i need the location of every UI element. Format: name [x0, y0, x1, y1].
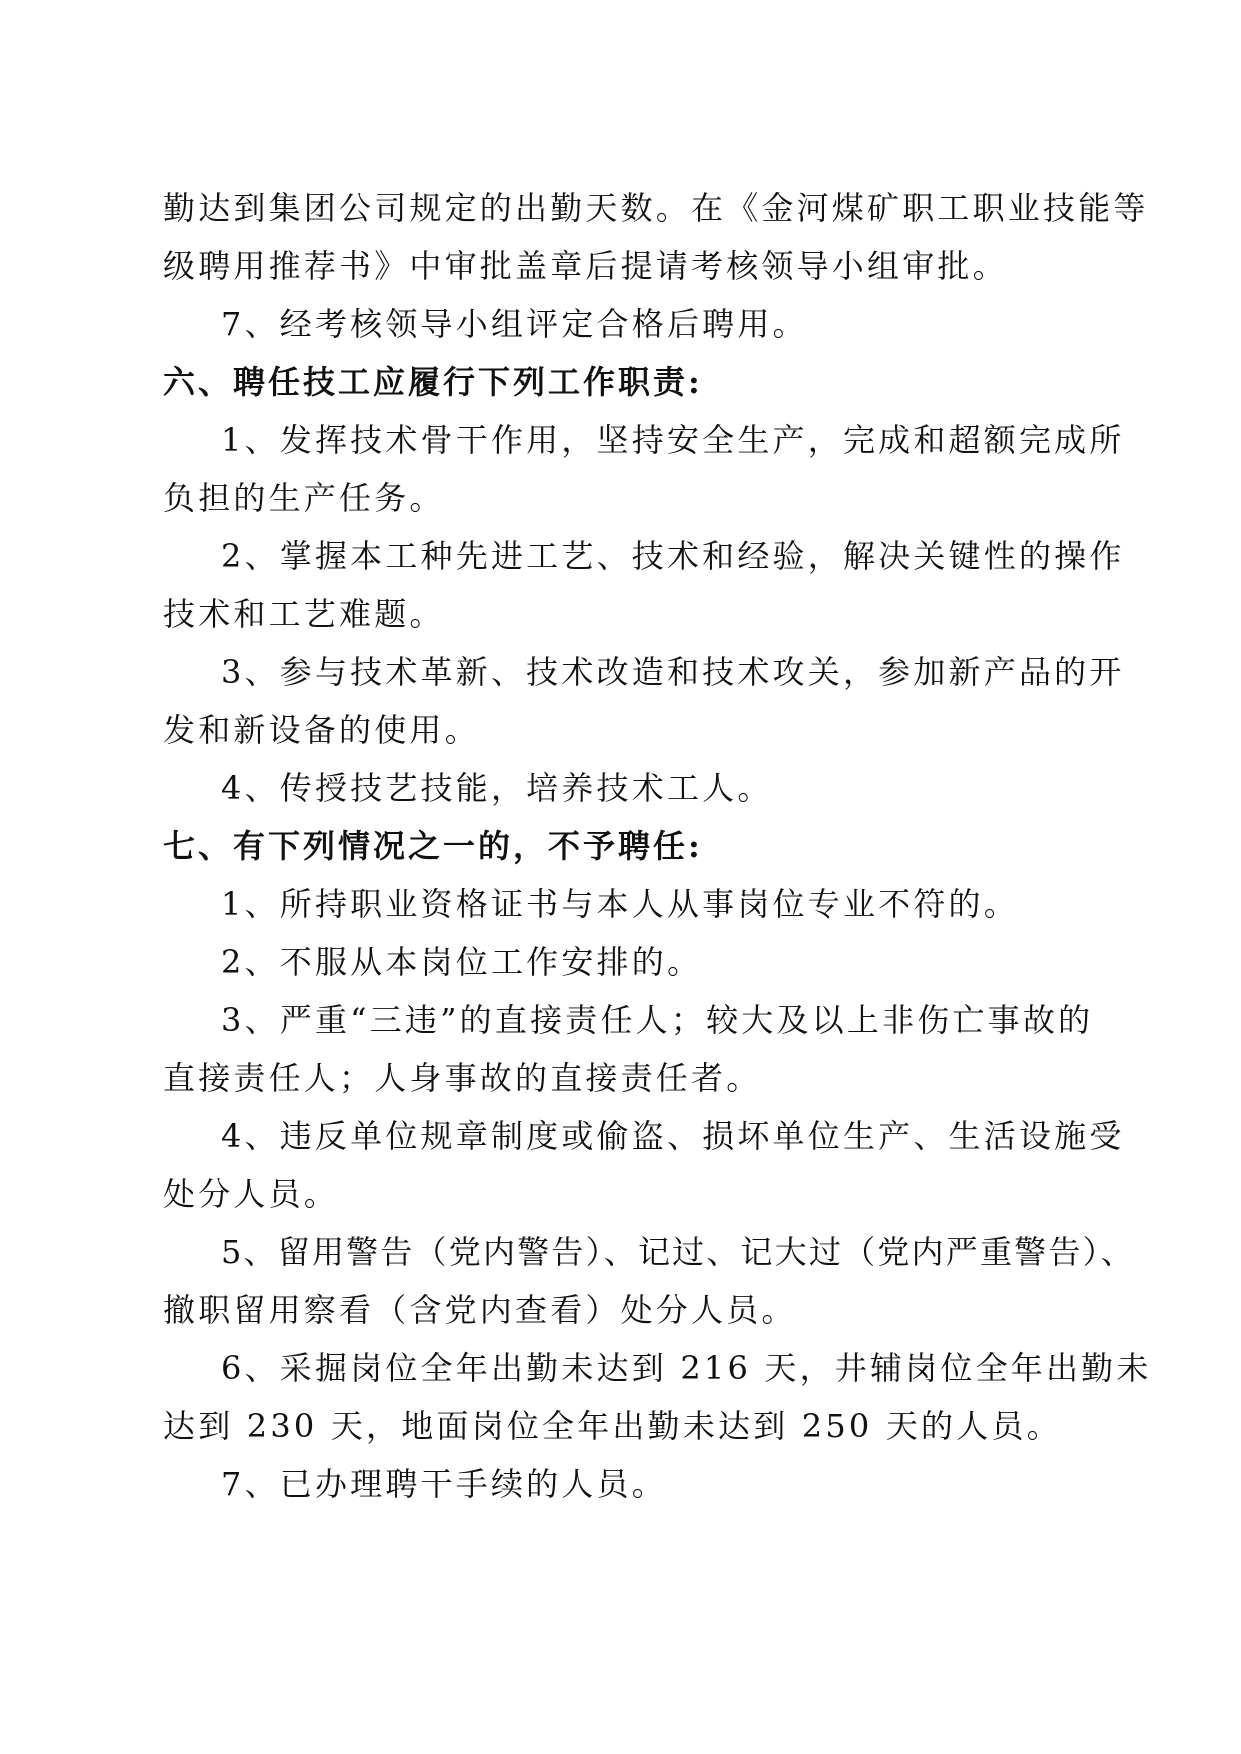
paragraph-line: 处分人员。 [163, 1175, 340, 1213]
section-heading-six: 六、聘任技工应履行下列工作职责: [163, 363, 703, 401]
paragraph-line: 负担的生产任务。 [163, 479, 445, 517]
paragraph-line: 技术和工艺难题。 [163, 595, 445, 633]
list-item-2: 2、掌握本工种先进工艺、技术和经验，解决关键性的操作 [221, 537, 1125, 575]
paragraph-line: 发和新设备的使用。 [163, 711, 480, 749]
paragraph-line: 勤达到集团公司规定的出勤天数。在《金河煤矿职工职业技能等 [163, 189, 1149, 227]
list-item-4: 4、传授技艺技能，培养技术工人。 [221, 769, 773, 807]
list-item-7: 7、已办理聘干手续的人员。 [221, 1465, 667, 1503]
list-item-4: 4、违反单位规章制度或偷盗、损坏单位生产、生活设施受 [221, 1117, 1125, 1155]
section-heading-seven: 七、有下列情况之一的，不予聘任: [163, 827, 703, 865]
list-item-7: 7、经考核领导小组评定合格后聘用。 [221, 305, 808, 343]
paragraph-line: 直接责任人；人身事故的直接责任者。 [163, 1059, 762, 1097]
list-item-3: 3、严重“三违”的直接责任人；较大及以上非伤亡事故的 [221, 1001, 1094, 1039]
list-item-1: 1、所持职业资格证书与本人从事岗位专业不符的。 [221, 885, 1019, 923]
paragraph-line: 达到 230 天，地面岗位全年出勤未达到 250 天的人员。 [163, 1407, 1062, 1445]
list-item-2: 2、不服从本岗位工作安排的。 [221, 943, 703, 981]
paragraph-line: 级聘用推荐书》中审批盖章后提请考核领导小组审批。 [163, 247, 1008, 285]
document-page [163, 188, 1152, 1504]
list-item-6: 6、采掘岗位全年出勤未达到 216 天，井辅岗位全年出勤未 [221, 1349, 1152, 1387]
list-item-1: 1、发挥技术骨干作用，坚持安全生产，完成和超额完成所 [221, 421, 1125, 459]
paragraph-line: 撤职留用察看（含党内查看）处分人员。 [163, 1291, 797, 1329]
list-item-5: 5、留用警告（党内警告）、记过、记大过（党内严重警告）、 [221, 1233, 1135, 1271]
list-item-3: 3、参与技术革新、技术改造和技术攻关，参加新产品的开 [221, 653, 1125, 691]
